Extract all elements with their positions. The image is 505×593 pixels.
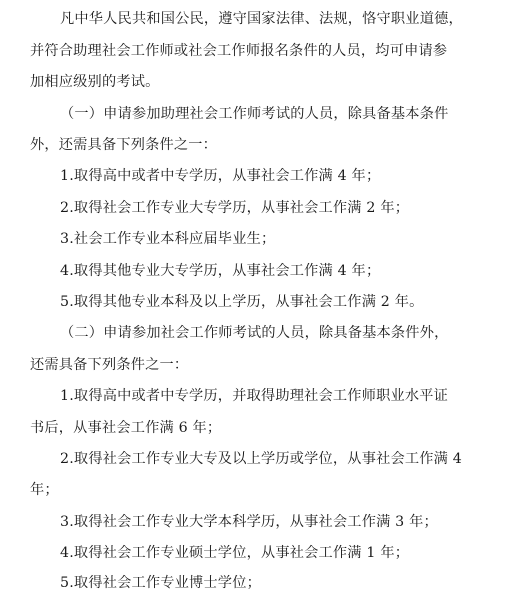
section-two-item-1-line-2: 书后，从事社会工作满 6 年； (30, 420, 222, 436)
section-two-item-4: 4.取得社会工作专业硕士学位，从事社会工作满 1 年； (60, 545, 410, 561)
section-two-item-2-line-2: 年； (30, 482, 59, 498)
section-one-item-2: 2.取得社会工作专业大专学历，从事社会工作满 2 年； (60, 200, 410, 216)
section-two-item-1-line-1: 1.取得高中或者中专学历，并取得助理社会工作师职业水平证 (60, 388, 449, 404)
section-one-item-1: 1.取得高中或者中专学历，从事社会工作满 4 年； (60, 168, 381, 184)
section-two-item-3: 3.取得社会工作专业大学本科学历，从事社会工作满 3 年； (60, 514, 438, 530)
section-one-heading-line-1: （一）申请参加助理社会工作师考试的人员，除具备基本条件 (60, 106, 449, 122)
paragraph-intro-line-2: 并符合助理社会工作师或社会工作师报名条件的人员，均可申请参 (30, 43, 448, 59)
section-two-heading-line-2: 还需具备下列条件之一： (30, 357, 189, 373)
section-one-heading-line-2: 外，还需具备下列条件之一： (30, 137, 218, 153)
section-two-item-2-line-1: 2.取得社会工作专业大专及以上学历或学位，从事社会工作满 4 (60, 451, 462, 467)
paragraph-intro-line-1: 凡中华人民共和国公民，遵守国家法律、法规，恪守职业道德， (60, 11, 463, 27)
section-one-item-5: 5.取得其他专业本科及以上学历，从事社会工作满 2 年。 (60, 294, 424, 310)
section-two-heading-line-1: （二）申请参加社会工作师考试的人员，除具备基本条件外， (60, 325, 449, 341)
section-two-item-5: 5.取得社会工作专业博士学位； (60, 575, 261, 591)
section-one-item-3: 3.社会工作专业本科应届毕业生； (60, 231, 276, 247)
paragraph-intro-line-3: 加相应级别的考试。 (30, 74, 160, 90)
section-one-item-4: 4.取得其他专业大专学历，从事社会工作满 4 年； (60, 263, 381, 279)
